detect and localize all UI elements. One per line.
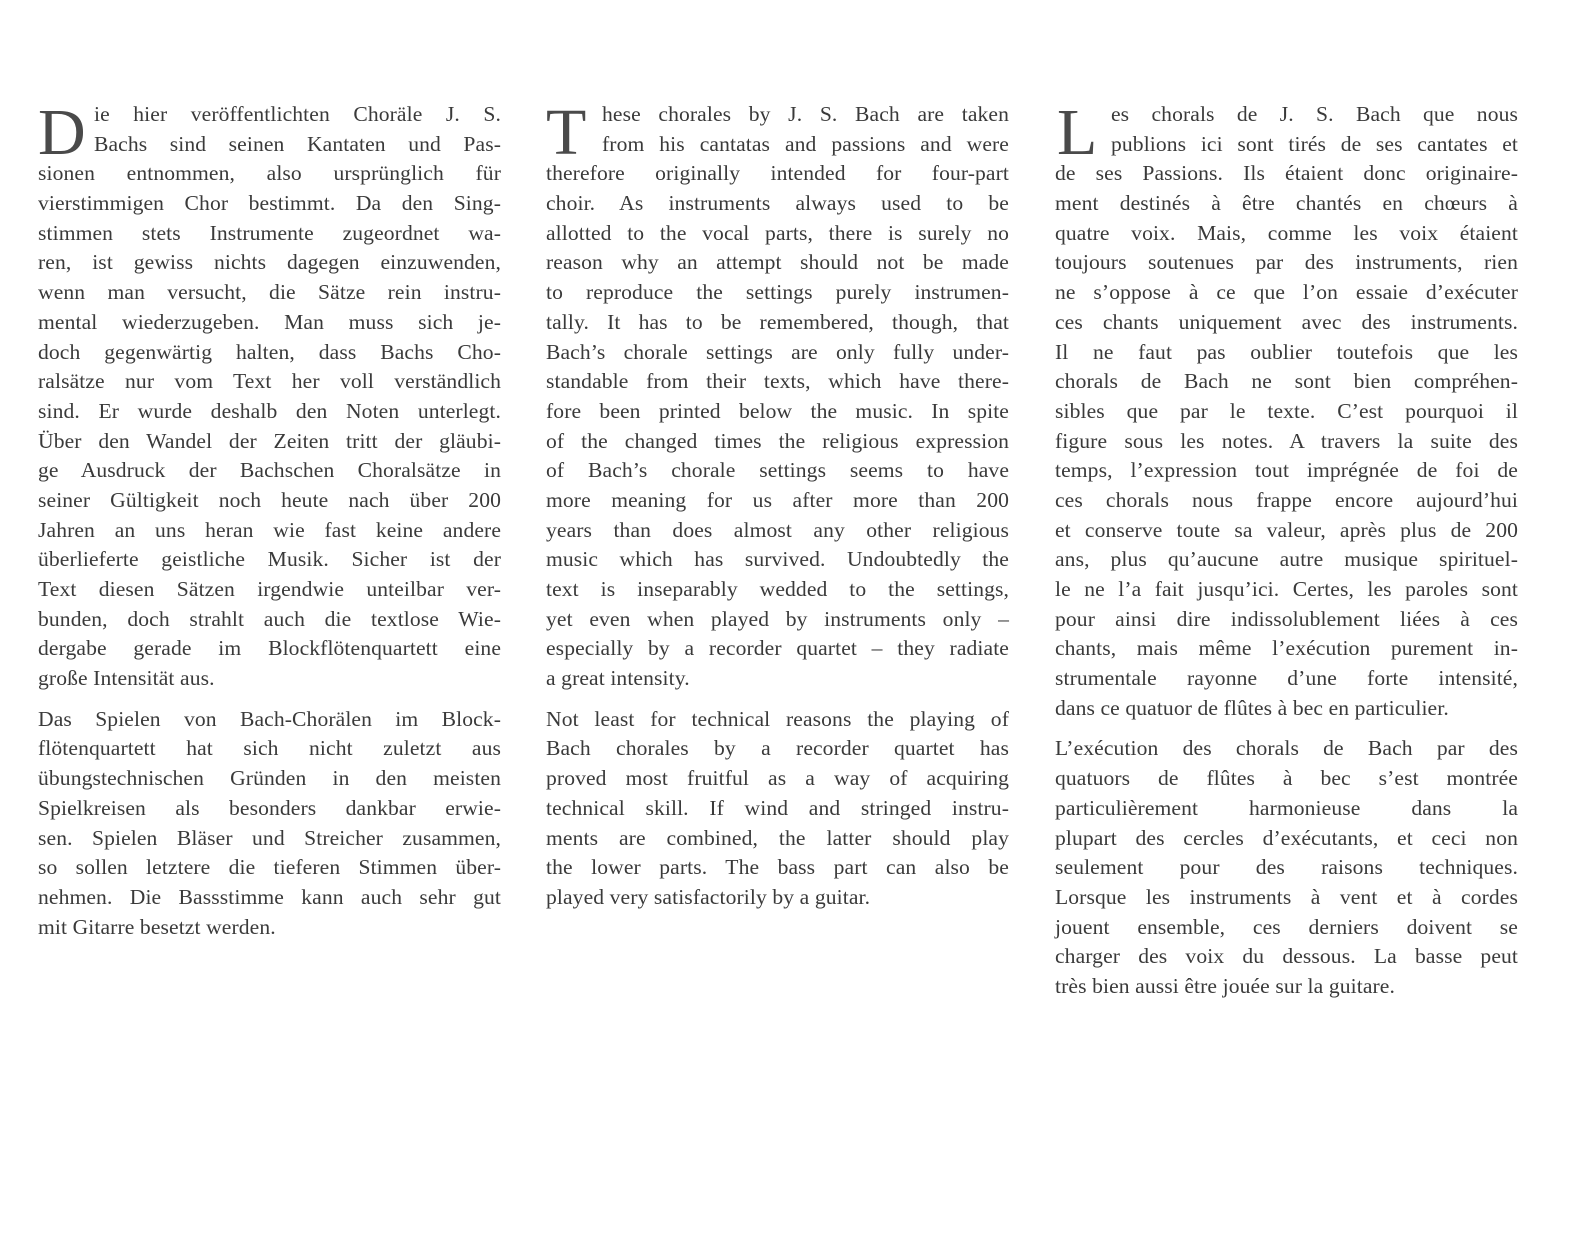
- text-line: played very satisfactorily by a guitar.: [546, 884, 871, 909]
- text-line: bunden, doch strahlt auch die textlose Wie-: [38, 606, 501, 631]
- text-line: Not least for technical reasons the playing of: [546, 706, 1009, 731]
- text-line: nehmen. Die Bassstimme kann auch sehr gut: [38, 884, 501, 909]
- text-line: quatuors de flûtes à bec s’est montrée: [1055, 766, 1518, 791]
- text-line: so sollen letztere die tieferen Stimmen über-: [38, 855, 501, 880]
- text-line: ralsätze nur vom Text her voll verständlich: [38, 369, 501, 394]
- text-line: the lower parts. The bass part can also be: [546, 855, 1009, 880]
- text-line: ge Ausdruck der Bachschen Choralsätze in: [38, 458, 501, 483]
- text-line: es chorals de J. S. Bach que nous: [1111, 102, 1518, 126]
- text-line: figure sous les notes. A travers la suite des: [1055, 428, 1518, 453]
- text-line: ne s’oppose à ce que l’on essaie d’exécuter: [1055, 280, 1518, 305]
- text-line: Jahren an uns heran wie fast keine andere: [38, 517, 501, 542]
- text-line: Das Spielen von Bach-Chorälen im Block-: [38, 706, 501, 731]
- text-line: particulièrement harmonieuse dans la: [1055, 795, 1518, 820]
- paragraph-german-2: [38, 705, 501, 943]
- text-line: proved most fruitful as a way of acquiring: [546, 766, 1009, 791]
- paragraph-german-1: [38, 96, 501, 694]
- text-line: charger des voix du dessous. La basse peut: [1055, 944, 1518, 969]
- text-line: temps, l’expression tout imprégnée de foi de: [1055, 458, 1518, 483]
- text-line: years than does almost any other religious: [546, 517, 1009, 542]
- text-line: dans ce quatuor de flûtes à bec en particulier.: [1055, 695, 1449, 720]
- text-line: chants, mais même l’exécution purement in-: [1055, 636, 1518, 661]
- text-line: große Intensität aus.: [38, 666, 215, 691]
- text-line: hese chorales by J. S. Bach are taken: [602, 102, 1009, 126]
- text-line: allotted to the vocal parts, there is surely no: [546, 220, 1009, 245]
- text-line: from his cantatas and passions and were: [602, 131, 1009, 156]
- text-line: wenn man versucht, die Sätze rein instru-: [38, 280, 501, 305]
- text-line: ie hier veröffentlichten Choräle J. S.: [94, 102, 501, 126]
- text-line: of the changed times the religious expression: [546, 428, 1009, 453]
- text-line: especially by a recorder quartet – they radiate: [546, 636, 1009, 661]
- text-line: Il ne faut pas oublier toutefois que les: [1055, 339, 1518, 364]
- text-line: standable from their texts, which have there-: [546, 369, 1009, 394]
- text-line: flötenquartett hat sich nicht zuletzt aus: [38, 736, 501, 761]
- paragraph-spacer: [546, 694, 1009, 705]
- text-line: strumentale rayonne d’une forte intensité,: [1055, 666, 1518, 691]
- paragraph-french-2: [1055, 734, 1518, 1001]
- text-line: Bachs sind seinen Kantaten und Pas-: [94, 131, 501, 156]
- text-line: fore been printed below the music. In spite: [546, 398, 1009, 423]
- text-line: Bach’s chorale settings are only fully under-: [546, 339, 1009, 364]
- text-line: sibles que par le texte. C’est pourquoi il: [1055, 398, 1518, 423]
- text-line: therefore originally intended for four-part: [546, 161, 1009, 186]
- text-line: text is inseparably wedded to the settings,: [546, 577, 1009, 601]
- text-line: choir. As instruments always used to be: [546, 191, 1009, 216]
- text-line: ces chorals nous frappe encore aujourd’hui: [1055, 487, 1518, 512]
- text-line: ren, ist gewiss nichts dagegen einzuwenden,: [38, 250, 501, 275]
- text-line: music which has survived. Undoubtedly the: [546, 547, 1009, 572]
- text-line: plupart des cercles d’exécutants, et ceci non: [1055, 825, 1518, 850]
- text-line: L’exécution des chorals de Bach par des: [1055, 736, 1518, 761]
- column-german: [38, 96, 501, 942]
- text-line: ments are combined, the latter should play: [546, 825, 1009, 850]
- text-line: le ne l’a fait jusqu’ici. Certes, les paroles sont: [1055, 577, 1518, 601]
- text-line: mit Gitarre besetzt werden.: [38, 914, 276, 939]
- text-line: et conserve toute sa valeur, après plus de 200: [1055, 517, 1518, 542]
- text-line: to reproduce the settings purely instrumen-: [546, 280, 1009, 305]
- text-line: reason why an attempt should not be made: [546, 250, 1009, 275]
- text-line: seiner Gültigkeit noch heute nach über 200: [38, 487, 501, 512]
- text-line: très bien aussi être jouée sur la guitare.: [1055, 973, 1395, 998]
- text-line: of Bach’s chorale settings seems to have: [546, 458, 1009, 483]
- text-line: quatre voix. Mais, comme les voix étaient: [1055, 220, 1518, 245]
- column-french: [1055, 96, 1518, 1002]
- text-line: technical skill. If wind and stringed instru-: [546, 795, 1009, 820]
- text-line: ces chants uniquement avec des instruments.: [1055, 309, 1518, 334]
- text-line: yet even when played by instruments only –: [546, 606, 1009, 631]
- text-line: ans, plus qu’aucune autre musique spirituel-: [1055, 547, 1518, 572]
- paragraph-english-1: [546, 96, 1009, 694]
- text-line: Über den Wandel der Zeiten tritt der gläubi-: [38, 428, 501, 453]
- text-line: stimmen stets Instrumente zugeordnet wa-: [38, 220, 501, 245]
- text-line: Bach chorales by a recorder quartet has: [546, 736, 1009, 761]
- text-line: pour ainsi dire indissolublement liées à ces: [1055, 606, 1518, 631]
- dropcap-english: T: [546, 96, 587, 169]
- text-line: ment destinés à être chantés en chœurs à: [1055, 191, 1518, 216]
- paragraph-spacer: [1055, 723, 1518, 734]
- text-line: übungstechnischen Gründen in den meisten: [38, 766, 501, 791]
- text-line: sen. Spielen Bläser und Streicher zusammen,: [38, 825, 501, 850]
- dropcap-german: D: [38, 96, 86, 169]
- text-line: chorals de Bach ne sont bien compréhen-: [1055, 369, 1518, 394]
- text-line: sind. Er wurde deshalb den Noten unterlegt.: [38, 398, 501, 423]
- text-line: a great intensity.: [546, 666, 690, 691]
- text-line: jouent ensemble, ces derniers doivent se: [1055, 914, 1518, 939]
- text-line: Text diesen Sätzen irgendwie unteilbar ver-: [38, 577, 501, 601]
- text-line: de ses Passions. Ils étaient donc originaire-: [1055, 161, 1518, 186]
- text-line: sionen entnommen, also ursprünglich für: [38, 161, 501, 186]
- paragraph-french-1: [1055, 96, 1518, 723]
- text-line: doch gegenwärtig halten, dass Bachs Cho-: [38, 339, 501, 364]
- text-line: Spielkreisen als besonders dankbar erwie-: [38, 795, 501, 820]
- text-line: vierstimmigen Chor bestimmt. Da den Sing-: [38, 191, 501, 216]
- paragraph-english-2: [546, 705, 1009, 913]
- text-line: seulement pour des raisons techniques.: [1055, 855, 1518, 880]
- text-line: Lorsque les instruments à vent et à cordes: [1055, 884, 1518, 909]
- paragraph-spacer: [38, 694, 501, 705]
- text-line: überlieferte geistliche Musik. Sicher ist der: [38, 547, 501, 572]
- text-line: tally. It has to be remembered, though, that: [546, 309, 1009, 334]
- column-english: [546, 96, 1009, 913]
- text-line: mental wiederzugeben. Man muss sich je-: [38, 309, 501, 334]
- text-line: publions ici sont tirés de ses cantates et: [1111, 131, 1518, 156]
- text-line: toujours soutenues par des instruments, rien: [1055, 250, 1518, 275]
- dropcap-french: L: [1057, 96, 1098, 169]
- text-line: dergabe gerade im Blockflötenquartett eine: [38, 636, 501, 661]
- text-line: more meaning for us after more than 200: [546, 487, 1009, 512]
